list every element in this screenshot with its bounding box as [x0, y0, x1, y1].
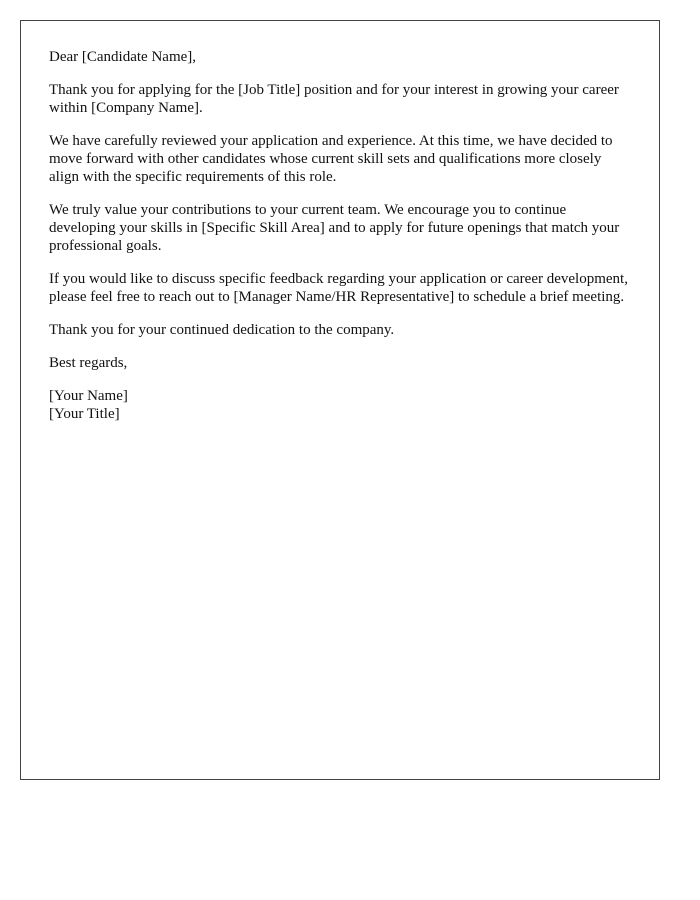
letter-signature	[49, 387, 631, 423]
letter-paragraph-3: We truly value your contributions to your current team. We encourage you to continue developing your skills in [Specific Skill Area] and to apply for future openings that match your professional goals.	[49, 202, 620, 254]
signature-title: [Your Title]	[49, 406, 120, 422]
letter-salutation: Dear [Candidate Name],	[49, 49, 197, 65]
letter-paragraph-5: Thank you for your continued dedication to the company.	[49, 322, 395, 338]
letter-paragraph-1: Thank you for applying for the [Job Title] position and for your interest in growing your career within [Company Name].	[49, 82, 619, 116]
letter-closing: Best regards,	[49, 355, 128, 371]
letter-frame	[20, 20, 660, 780]
letter-body	[49, 48, 631, 423]
letter-paragraph-2: We have carefully reviewed your application and experience. At this time, we have decided to move forward with other candidates whose current skill sets and qualifications more closely align with the specific requirements of this role.	[49, 133, 613, 185]
signature-name: [Your Name]	[49, 388, 128, 404]
letter-paragraph-4: If you would like to discuss specific feedback regarding your application or career development, please feel free to reach out to [Manager Name/HR Representative] to schedule a brief meeting.	[49, 271, 628, 305]
